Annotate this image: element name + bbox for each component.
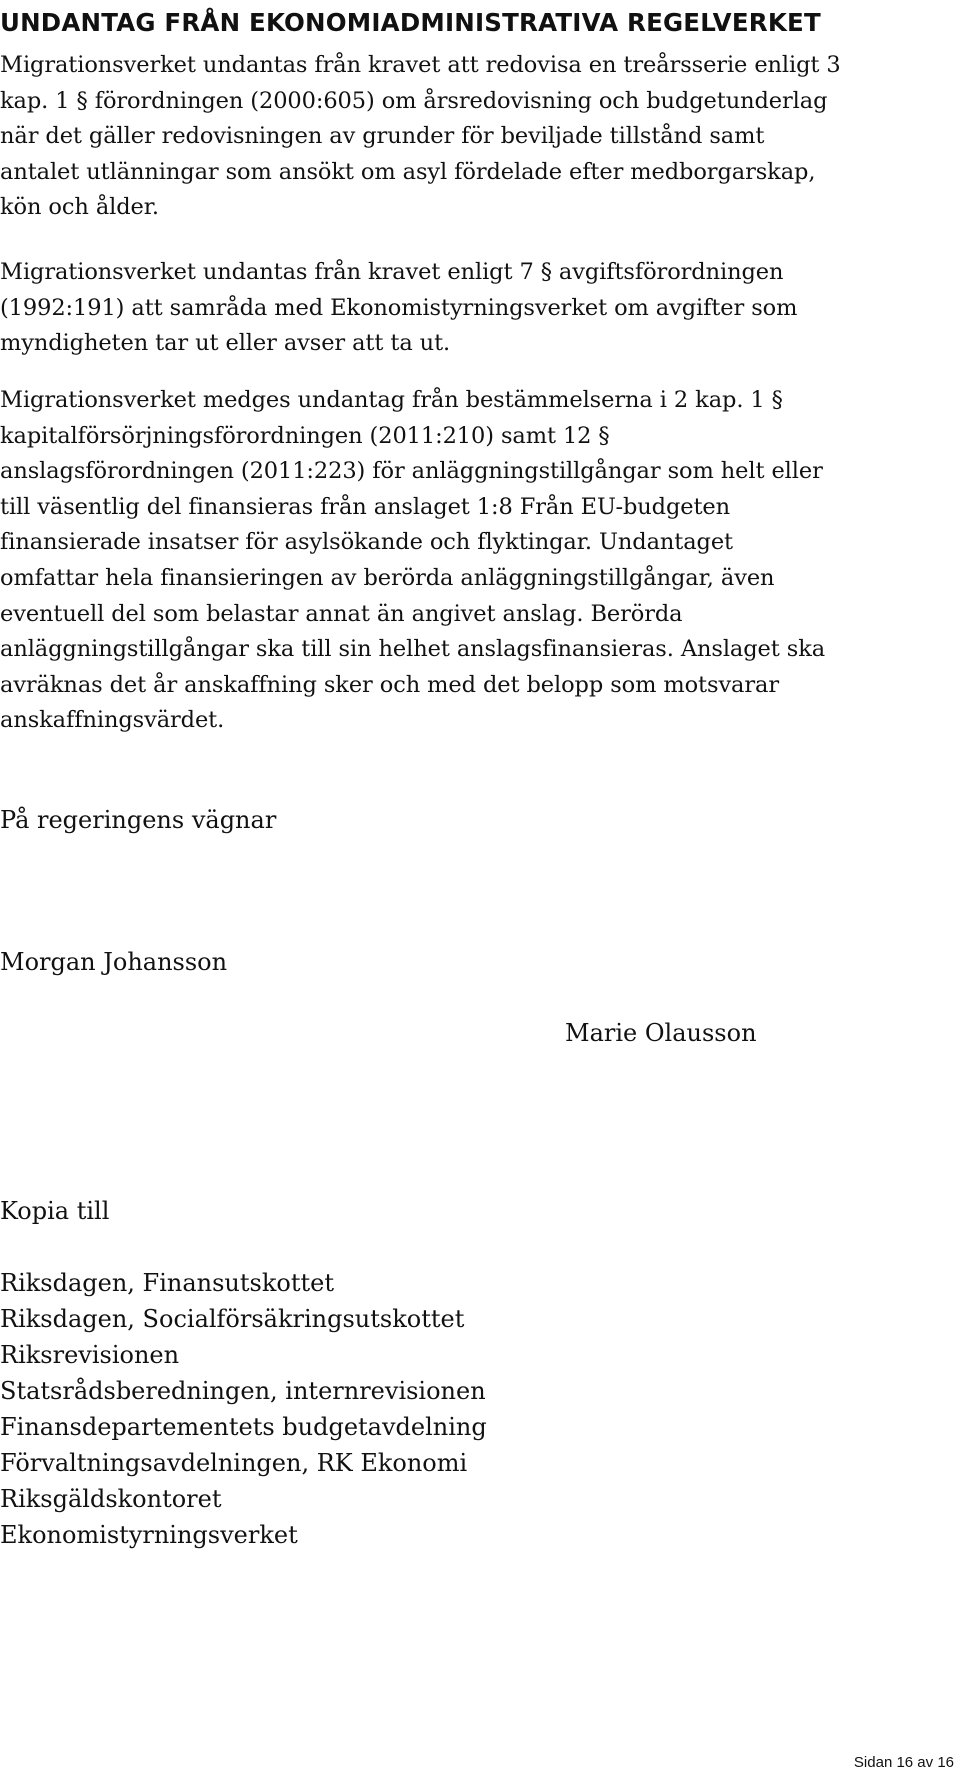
paragraph-line: anläggningstillgångar ska till sin helhet anslagsfinansieras. Anslaget ska <box>0 636 826 663</box>
copy-to-recipient: Riksgäldskontoret <box>0 1485 222 1513</box>
paragraph-line: Migrationsverket undantas från kravet enligt 7 § avgiftsförordningen <box>0 259 784 285</box>
paragraph-line: omfattar hela finansieringen av berörda anläggningstillgångar, även <box>0 564 775 591</box>
signatory-official: Marie Olausson <box>565 1019 757 1047</box>
paragraph-avgiftsförordningen <box>0 255 960 362</box>
paragraph-line: finansierade insatser för asylsökande och flyktingar. Undantaget <box>0 529 734 556</box>
paragraph-line: Migrationsverket undantas från kravet att redovisa en treårsserie enligt 3 <box>0 52 841 78</box>
paragraph-line: (1992:191) att samråda med Ekonomistyrningsverket om avgifter som <box>0 294 798 321</box>
copy-to-list <box>0 1265 487 1553</box>
signatory-minister: Morgan Johansson <box>0 948 228 976</box>
paragraph-line: kön och ålder. <box>0 194 159 221</box>
paragraph-treårsserie <box>0 48 960 226</box>
paragraph-line: när det gäller redovisningen av grunder för beviljade tillstånd samt <box>0 123 765 150</box>
page-number: Sidan 16 av 16 <box>853 1754 954 1771</box>
copy-to-recipient: Förvaltningsavdelningen, RK Ekonomi <box>0 1449 468 1477</box>
copy-to-recipient: Riksdagen, Socialförsäkringsutskottet <box>0 1305 465 1333</box>
paragraph-kapitalförsörjning <box>0 383 960 739</box>
copy-to-label: Kopia till <box>0 1197 110 1225</box>
paragraph-line: anskaffningsvärdet. <box>0 707 225 734</box>
closing-phrase: På regeringens vägnar <box>0 806 277 834</box>
copy-to-recipient: Riksrevisionen <box>0 1341 180 1369</box>
copy-to-recipient: Ekonomistyrningsverket <box>0 1521 298 1549</box>
paragraph-line: Migrationsverket medges undantag från bestämmelserna i 2 kap. 1 § <box>0 387 783 413</box>
paragraph-line: anslagsförordningen (2011:223) för anläggningstillgångar som helt eller <box>0 458 823 485</box>
paragraph-line: myndigheten tar ut eller avser att ta ut. <box>0 330 451 357</box>
copy-to-recipient: Statsrådsberedningen, internrevisionen <box>0 1377 486 1405</box>
copy-to-recipient: Riksdagen, Finansutskottet <box>0 1269 334 1297</box>
paragraph-line: till väsentlig del finansieras från anslaget 1:8 Från EU-budgeten <box>0 493 731 520</box>
copy-to-recipient: Finansdepartementets budgetavdelning <box>0 1413 487 1441</box>
paragraph-line: kapitalförsörjningsförordningen (2011:210) samt 12 § <box>0 422 610 449</box>
section-heading: UNDANTAG FRÅN EKONOMIADMINISTRATIVA REGELVERKET <box>0 8 821 37</box>
paragraph-line: kap. 1 § förordningen (2000:605) om årsredovisning och budgetunderlag <box>0 87 828 114</box>
paragraph-line: eventuell del som belastar annat än angivet anslag. Berörda <box>0 600 683 627</box>
paragraph-line: avräknas det år anskaffning sker och med det belopp som motsvarar <box>0 671 779 698</box>
paragraph-line: antalet utlänningar som ansökt om asyl fördelade efter medborgarskap, <box>0 158 816 185</box>
